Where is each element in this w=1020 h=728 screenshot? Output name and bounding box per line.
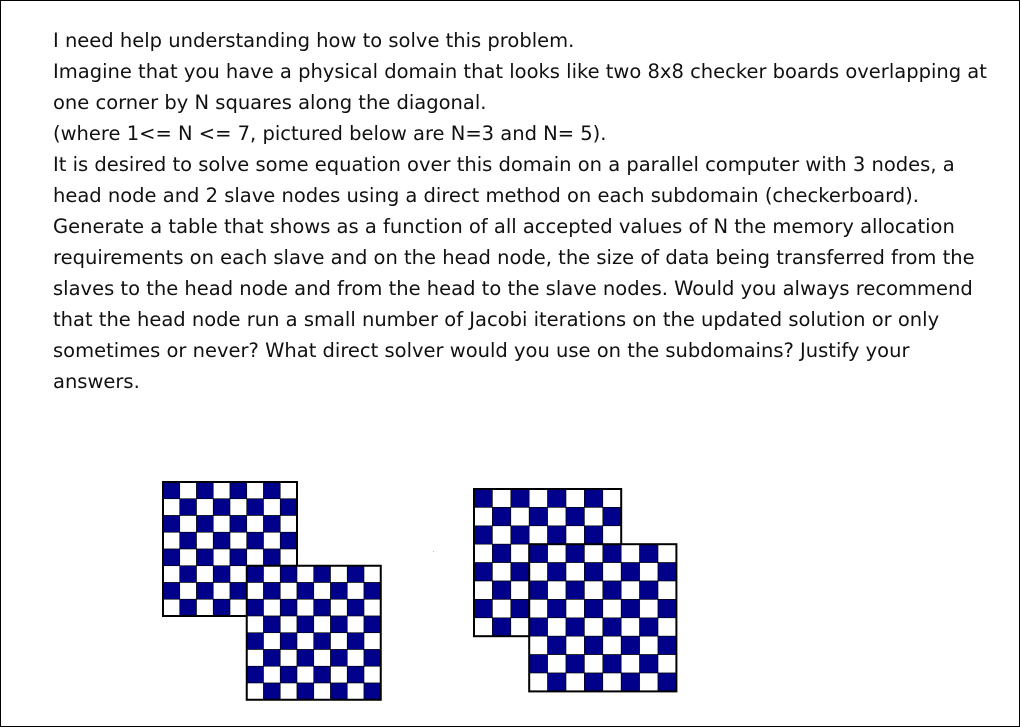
light-square <box>492 526 510 544</box>
light-square <box>584 581 602 599</box>
dark-square <box>297 683 314 700</box>
light-square <box>474 581 492 599</box>
light-square <box>314 650 331 667</box>
dark-square <box>474 489 492 507</box>
light-square <box>280 516 297 533</box>
light-square <box>529 563 547 581</box>
text-line: answers. <box>53 370 140 393</box>
dark-square <box>566 507 584 525</box>
text-line: (where 1<= N <= 7, pictured below are N=3 and N= 5). <box>53 122 607 145</box>
light-square <box>640 563 658 581</box>
dark-square <box>658 673 676 691</box>
dark-square <box>474 599 492 617</box>
dark-square <box>180 599 197 616</box>
dark-square <box>230 482 247 499</box>
dark-square <box>163 583 180 600</box>
light-square <box>548 507 566 525</box>
dark-square <box>297 583 314 600</box>
dark-square <box>331 650 348 667</box>
dark-square <box>347 666 364 683</box>
text-line: I need help understanding how to solve this problem. <box>53 29 575 52</box>
dark-square <box>364 583 381 600</box>
dark-square <box>331 583 348 600</box>
dark-square <box>584 526 602 544</box>
dark-square <box>511 526 529 544</box>
dark-square <box>603 544 621 562</box>
light-square <box>474 507 492 525</box>
dark-square <box>331 683 348 700</box>
light-square <box>280 549 297 566</box>
dark-square <box>314 666 331 683</box>
light-square <box>314 616 331 633</box>
dark-square <box>621 673 639 691</box>
dark-square <box>163 549 180 566</box>
light-square <box>364 566 381 583</box>
dark-square <box>264 616 281 633</box>
light-square <box>247 549 264 566</box>
light-square <box>331 666 348 683</box>
light-square <box>511 544 529 562</box>
light-square <box>264 532 281 549</box>
light-square <box>621 581 639 599</box>
light-square <box>584 544 602 562</box>
dark-square <box>230 549 247 566</box>
light-square <box>247 650 264 667</box>
dark-square <box>213 599 230 616</box>
light-square <box>640 673 658 691</box>
light-square <box>548 655 566 673</box>
dark-square <box>264 683 281 700</box>
light-square <box>548 618 566 636</box>
dark-square <box>247 599 264 616</box>
dark-square <box>584 563 602 581</box>
dark-square <box>280 666 297 683</box>
light-square <box>511 618 529 636</box>
figure-overlap-n5 <box>474 489 676 691</box>
dark-square <box>584 673 602 691</box>
light-square <box>297 666 314 683</box>
light-square <box>297 633 314 650</box>
figure-overlap-n3 <box>163 482 381 700</box>
light-square <box>474 544 492 562</box>
light-square <box>548 544 566 562</box>
light-square <box>297 566 314 583</box>
light-square <box>347 683 364 700</box>
dark-square <box>511 563 529 581</box>
light-square <box>566 489 584 507</box>
light-square <box>511 507 529 525</box>
dark-square <box>548 489 566 507</box>
text-line: requirements on each slave and on the head node, the size of data being transferred from the <box>53 246 975 269</box>
dark-square <box>492 507 510 525</box>
light-square <box>264 633 281 650</box>
dark-square <box>314 599 331 616</box>
dark-square <box>314 566 331 583</box>
dark-square <box>492 544 510 562</box>
light-square <box>197 599 214 616</box>
dark-square <box>213 499 230 516</box>
text-line: Imagine that you have a physical domain that looks like two 8x8 checker boards overlapping at <box>53 60 987 83</box>
dark-square <box>280 499 297 516</box>
light-square <box>364 666 381 683</box>
dark-square <box>213 566 230 583</box>
light-square <box>180 516 197 533</box>
light-square <box>584 618 602 636</box>
board-bottom-right <box>247 566 381 700</box>
light-square <box>658 655 676 673</box>
light-square <box>584 507 602 525</box>
light-square <box>529 526 547 544</box>
light-square <box>213 549 230 566</box>
dark-square <box>264 650 281 667</box>
light-square <box>180 549 197 566</box>
dark-square <box>492 618 510 636</box>
light-square <box>347 616 364 633</box>
dark-square <box>230 583 247 600</box>
dark-square <box>566 581 584 599</box>
text-line: head node and 2 slave nodes using a direct method on each subdomain (checkerboard). <box>53 184 919 207</box>
dark-square <box>180 532 197 549</box>
stray-dot <box>433 551 434 552</box>
light-square <box>474 618 492 636</box>
dark-square <box>280 633 297 650</box>
dark-square <box>297 616 314 633</box>
light-square <box>197 499 214 516</box>
dark-square <box>280 532 297 549</box>
dark-square <box>548 599 566 617</box>
light-square <box>230 566 247 583</box>
text-line: sometimes or never? What direct solver would you use on the subdomains? Justify your <box>53 339 910 362</box>
light-square <box>247 516 264 533</box>
light-square <box>280 482 297 499</box>
checkerboard-figures <box>1 1 1020 728</box>
dark-square <box>603 581 621 599</box>
text-line: Generate a table that shows as a function of all accepted values of N the memory allocation <box>53 215 955 238</box>
dark-square <box>621 636 639 654</box>
light-square <box>364 599 381 616</box>
light-square <box>180 482 197 499</box>
light-square <box>280 583 297 600</box>
light-square <box>230 599 247 616</box>
dark-square <box>264 549 281 566</box>
light-square <box>603 526 621 544</box>
light-square <box>529 673 547 691</box>
light-square <box>621 618 639 636</box>
dark-square <box>264 482 281 499</box>
dark-square <box>264 583 281 600</box>
light-square <box>163 532 180 549</box>
light-square <box>213 583 230 600</box>
dark-square <box>264 516 281 533</box>
dark-square <box>331 616 348 633</box>
light-square <box>621 655 639 673</box>
text-line: slaves to the head node and from the head to the slave nodes. Would you always recommend <box>53 277 973 300</box>
dark-square <box>247 666 264 683</box>
light-square <box>197 566 214 583</box>
dark-square <box>314 633 331 650</box>
light-square <box>566 599 584 617</box>
dark-square <box>603 618 621 636</box>
light-square <box>511 581 529 599</box>
text-line-with-cursor: It is desired to solve some equation over this domain on a parallel computer with 3 nodes, a <box>53 153 955 176</box>
light-square <box>566 673 584 691</box>
light-square <box>603 489 621 507</box>
light-square <box>314 583 331 600</box>
dark-square <box>640 618 658 636</box>
text-line: that the head node run a small number of Jacobi iterations on the updated solution or only <box>53 308 940 331</box>
dark-square <box>163 516 180 533</box>
dark-square <box>230 516 247 533</box>
light-square <box>331 599 348 616</box>
light-square <box>297 599 314 616</box>
light-square <box>566 563 584 581</box>
dark-square <box>640 655 658 673</box>
light-square <box>603 563 621 581</box>
dark-square <box>280 599 297 616</box>
light-square <box>658 618 676 636</box>
dark-square <box>658 599 676 617</box>
dark-square <box>474 526 492 544</box>
dark-square <box>364 683 381 700</box>
dark-square <box>297 650 314 667</box>
dark-square <box>603 507 621 525</box>
light-square <box>658 581 676 599</box>
light-square <box>163 599 180 616</box>
text-line: one corner by N squares along the diagonal. <box>53 91 487 114</box>
light-square <box>280 650 297 667</box>
light-square <box>584 655 602 673</box>
light-square <box>640 636 658 654</box>
dark-square <box>621 563 639 581</box>
light-square <box>230 532 247 549</box>
dark-square <box>529 544 547 562</box>
light-square <box>247 683 264 700</box>
dark-square <box>213 532 230 549</box>
dark-square <box>548 526 566 544</box>
dark-square <box>364 616 381 633</box>
dark-square <box>621 599 639 617</box>
dark-square <box>247 532 264 549</box>
light-square <box>264 666 281 683</box>
light-square <box>213 516 230 533</box>
dark-square <box>364 650 381 667</box>
light-square <box>492 599 510 617</box>
dark-square <box>247 633 264 650</box>
dark-square <box>347 566 364 583</box>
light-square <box>492 563 510 581</box>
dark-square <box>566 618 584 636</box>
light-square <box>280 683 297 700</box>
light-square <box>314 683 331 700</box>
dark-square <box>197 482 214 499</box>
dark-square <box>247 499 264 516</box>
dark-square <box>566 544 584 562</box>
light-square <box>621 544 639 562</box>
dark-square <box>584 636 602 654</box>
light-square <box>247 482 264 499</box>
light-square <box>603 673 621 691</box>
dark-square <box>492 581 510 599</box>
light-square <box>603 636 621 654</box>
dark-square <box>511 489 529 507</box>
dark-square <box>180 499 197 516</box>
dark-square <box>247 566 264 583</box>
dark-square <box>640 544 658 562</box>
dark-square <box>511 599 529 617</box>
light-square <box>331 566 348 583</box>
light-square <box>548 581 566 599</box>
dark-square <box>163 482 180 499</box>
light-square <box>566 636 584 654</box>
dark-square <box>658 563 676 581</box>
dark-square <box>529 655 547 673</box>
dark-square <box>180 566 197 583</box>
dark-square <box>347 599 364 616</box>
light-square <box>264 499 281 516</box>
dark-square <box>584 489 602 507</box>
light-square <box>529 489 547 507</box>
light-square <box>364 633 381 650</box>
light-square <box>163 499 180 516</box>
dark-square <box>474 563 492 581</box>
light-square <box>603 599 621 617</box>
light-square <box>280 616 297 633</box>
light-square <box>180 583 197 600</box>
light-square <box>347 650 364 667</box>
light-square <box>264 599 281 616</box>
board-bottom-right <box>529 544 676 691</box>
dark-square <box>548 563 566 581</box>
light-square <box>247 583 264 600</box>
dark-square <box>548 673 566 691</box>
dark-square <box>197 583 214 600</box>
light-square <box>213 482 230 499</box>
dark-square <box>548 636 566 654</box>
dark-square <box>529 581 547 599</box>
light-square <box>566 526 584 544</box>
light-square <box>331 633 348 650</box>
dark-square <box>197 549 214 566</box>
dark-square <box>347 633 364 650</box>
light-square <box>658 544 676 562</box>
light-square <box>347 583 364 600</box>
light-square <box>264 566 281 583</box>
dark-square <box>603 655 621 673</box>
light-square <box>640 599 658 617</box>
dark-square <box>280 566 297 583</box>
dark-square <box>640 581 658 599</box>
light-square <box>163 566 180 583</box>
light-square <box>230 499 247 516</box>
dark-square <box>529 618 547 636</box>
light-square <box>529 636 547 654</box>
dark-square <box>197 516 214 533</box>
dark-square <box>566 655 584 673</box>
dark-square <box>529 507 547 525</box>
light-square <box>492 489 510 507</box>
light-square <box>529 599 547 617</box>
light-square <box>247 616 264 633</box>
light-square <box>197 532 214 549</box>
dark-square <box>658 636 676 654</box>
dark-square <box>584 599 602 617</box>
